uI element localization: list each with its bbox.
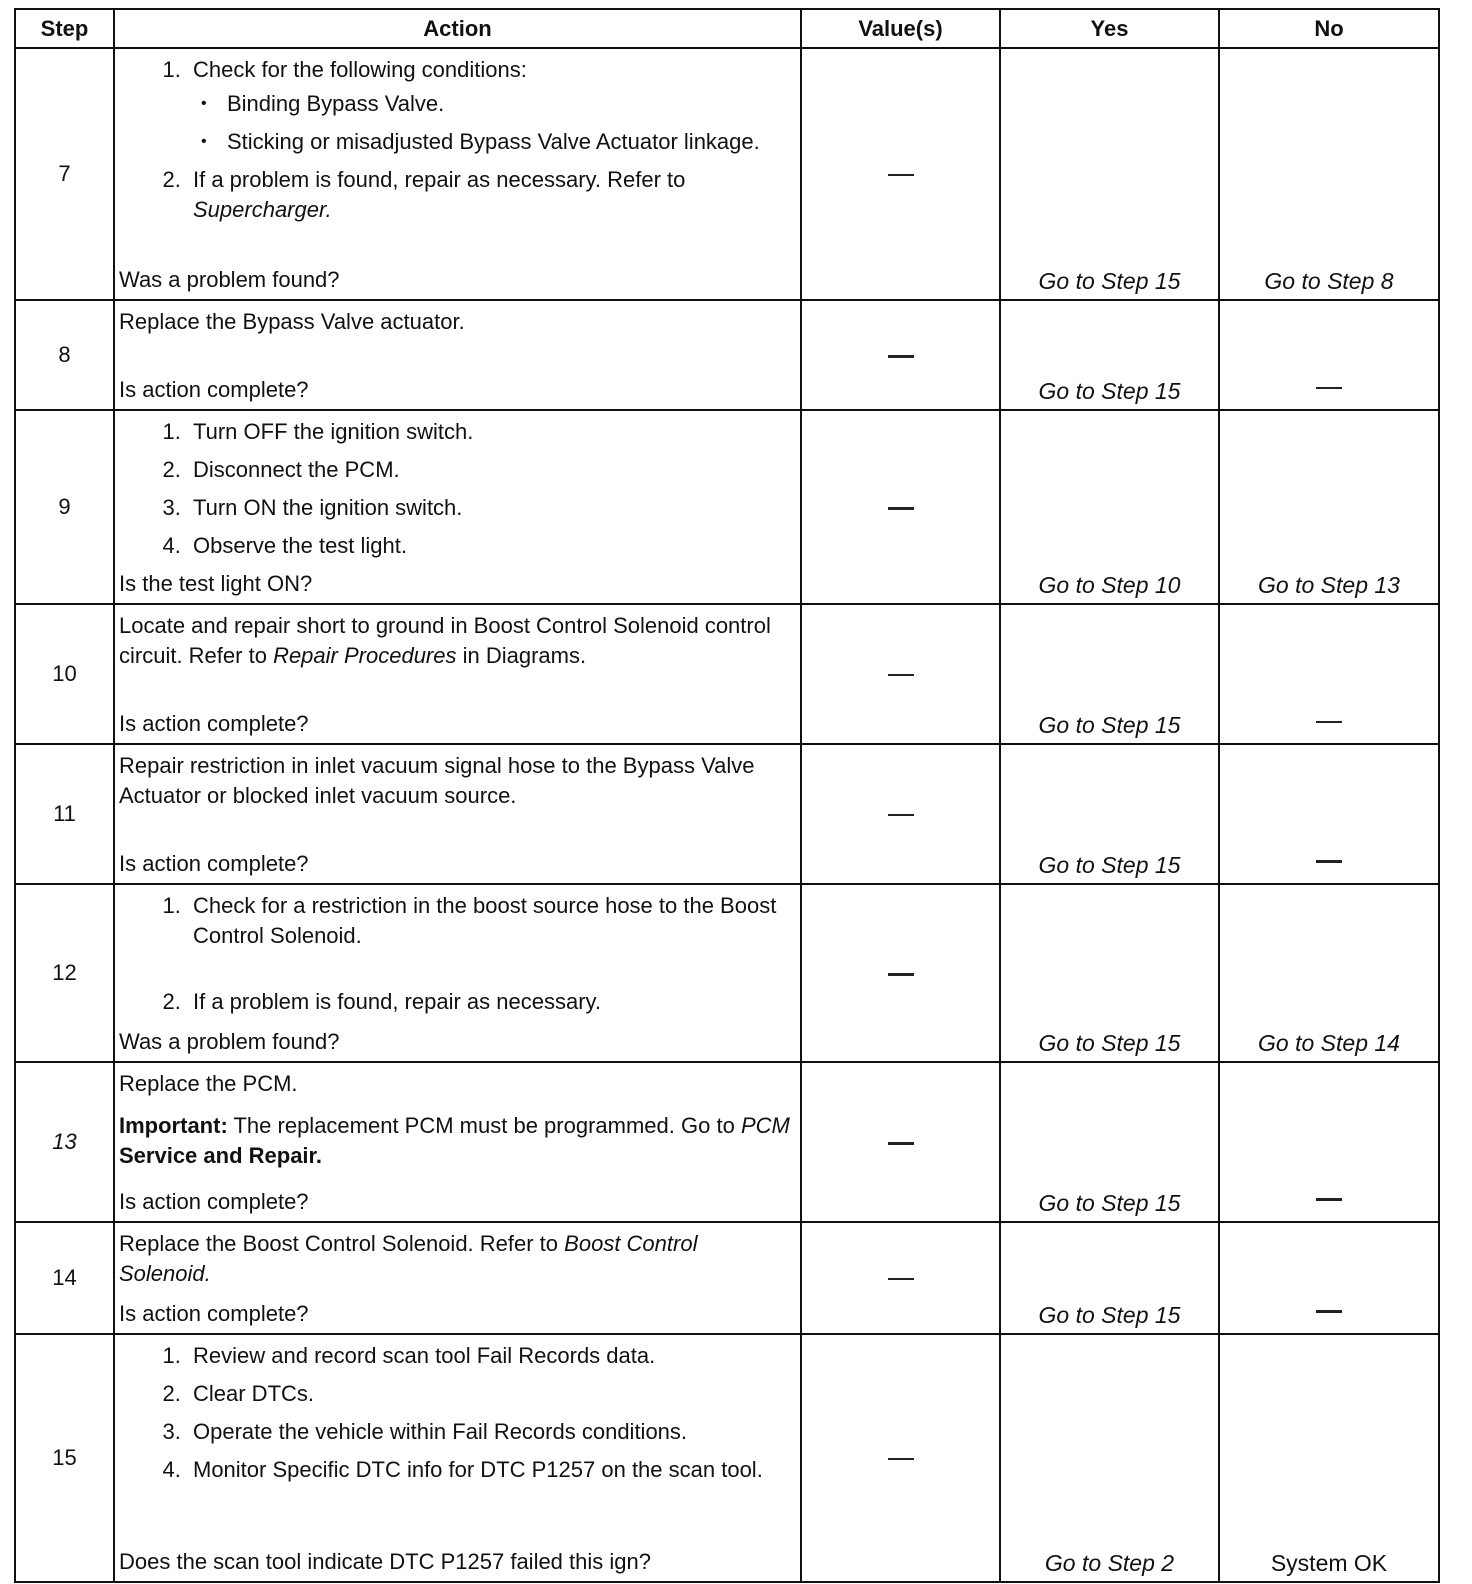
yes-cell: Go to Step 10: [1000, 410, 1219, 604]
no-cell: [1219, 604, 1439, 744]
table-row-step-9: [15, 410, 1439, 604]
step-number: 15: [15, 1334, 114, 1582]
action-item: 4. Monitor Specific DTC info for DTC P1257 on the scan tool.: [187, 1455, 794, 1485]
yes-cell: Go to Step 15: [1000, 884, 1219, 1062]
action-cell: [114, 1222, 801, 1334]
question-text: Is action complete?: [119, 1189, 309, 1214]
table-row-step-12: [15, 884, 1439, 1062]
action-text-part: in Diagrams.: [462, 643, 587, 668]
action-item: 2. Disconnect the PCM.: [187, 455, 794, 485]
action-cell: [114, 1062, 801, 1222]
dash-mark: [888, 355, 914, 358]
header-no: No: [1219, 9, 1439, 48]
no-cell: [1219, 744, 1439, 884]
action-item: 1. Check for a restriction in the boost source hose to the Boost Control Solenoid.: [187, 891, 794, 951]
bullet-item: • Binding Bypass Valve.: [223, 89, 794, 119]
dash-mark: [1316, 721, 1342, 723]
action-text: If a problem is found, repair as necessary. Refer to: [193, 167, 686, 192]
value-cell: [801, 604, 1000, 744]
dash-mark: [1316, 860, 1342, 863]
header-yes: Yes: [1000, 9, 1219, 48]
dash-mark: [888, 174, 914, 176]
action-cell: [114, 744, 801, 884]
header-values: Value(s): [801, 9, 1000, 48]
value-cell: [801, 1222, 1000, 1334]
dash-mark: [888, 973, 914, 976]
question-text: Is action complete?: [119, 377, 309, 402]
dash-mark: [1316, 1198, 1342, 1201]
dash-mark: [888, 674, 914, 676]
no-cell: [1219, 300, 1439, 410]
dash-mark: [888, 1278, 914, 1280]
table-row-step-15: [15, 1334, 1439, 1582]
important-label: Important:: [119, 1113, 228, 1138]
yes-cell: Go to Step 15: [1000, 48, 1219, 300]
action-cell: [114, 410, 801, 604]
action-item: [187, 165, 794, 225]
value-cell: [801, 744, 1000, 884]
action-item: 4. Observe the test light.: [187, 531, 794, 561]
action-cell: [114, 1334, 801, 1582]
yes-cell: Go to Step 15: [1000, 744, 1219, 884]
reference-link: Boost Control Solenoid.: [119, 1231, 698, 1286]
dash-mark: [888, 507, 914, 510]
step-number: 11: [15, 744, 114, 884]
value-cell: [801, 884, 1000, 1062]
question-text: Is the test light ON?: [119, 571, 313, 596]
table-row-step-14: [15, 1222, 1439, 1334]
question-text: Was a problem found?: [119, 1029, 340, 1054]
yes-cell: Go to Step 15: [1000, 604, 1219, 744]
question-text: Does the scan tool indicate DTC P1257 failed this ign?: [119, 1549, 651, 1574]
action-text-part: Locate and repair short to ground in Boost Control Solenoid control circuit. Refer to: [119, 613, 771, 668]
yes-cell: Go to Step 15: [1000, 300, 1219, 410]
action-item: 1. Review and record scan tool Fail Records data.: [187, 1341, 794, 1371]
reference-bold: Service and Repair.: [119, 1143, 322, 1168]
step-number: 13: [15, 1062, 114, 1222]
value-cell: [801, 1062, 1000, 1222]
reference-link: PCM: [740, 1113, 790, 1138]
no-cell: Go to Step 14: [1219, 884, 1439, 1062]
action-text: Check for the following conditions:: [193, 57, 527, 82]
step-number: 9: [15, 410, 114, 604]
step-number: 14: [15, 1222, 114, 1334]
dash-mark: [1316, 387, 1342, 389]
header-action: Action: [114, 9, 801, 48]
table-row-step-13: [15, 1062, 1439, 1222]
action-cell: [114, 884, 801, 1062]
header-step: Step: [15, 9, 114, 48]
reference-link: Supercharger.: [193, 197, 332, 222]
action-text: [119, 611, 794, 671]
important-text: The replacement PCM must be programmed. Go to: [233, 1113, 735, 1138]
dash-mark: [888, 1142, 914, 1145]
action-cell: [114, 300, 801, 410]
step-number: 7: [15, 48, 114, 300]
question-text: Is action complete?: [119, 1301, 309, 1326]
no-cell: Go to Step 8: [1219, 48, 1439, 300]
question-text: Was a problem found?: [119, 267, 340, 292]
no-cell: [1219, 1222, 1439, 1334]
action-item: [187, 55, 794, 157]
yes-cell: Go to Step 15: [1000, 1222, 1219, 1334]
action-cell: [114, 604, 801, 744]
value-cell: [801, 410, 1000, 604]
action-text: Repair restriction in inlet vacuum signal hose to the Bypass Valve Actuator or blocked inlet vacuum source.: [119, 753, 755, 808]
action-item: 3. Operate the vehicle within Fail Records conditions.: [187, 1417, 794, 1447]
table-row-step-10: [15, 604, 1439, 744]
no-cell: System OK: [1219, 1334, 1439, 1582]
action-item: 2. If a problem is found, repair as necessary.: [187, 987, 794, 1017]
action-text-part: Replace the Boost Control Solenoid. Refer to: [119, 1231, 559, 1256]
value-cell: [801, 1334, 1000, 1582]
question-text: Is action complete?: [119, 711, 309, 736]
yes-cell: Go to Step 2: [1000, 1334, 1219, 1582]
action-item: 2. Clear DTCs.: [187, 1379, 794, 1409]
yes-cell: Go to Step 15: [1000, 1062, 1219, 1222]
step-number: 8: [15, 300, 114, 410]
action-text: Replace the PCM.: [119, 1071, 298, 1096]
bullet-item: • Sticking or misadjusted Bypass Valve Actuator linkage.: [223, 127, 794, 157]
table-row-step-11: [15, 744, 1439, 884]
diagnostic-table: [14, 8, 1440, 1583]
table-row-step-7: [15, 48, 1439, 300]
action-text: [119, 1229, 794, 1289]
value-cell: [801, 48, 1000, 300]
no-cell: Go to Step 13: [1219, 410, 1439, 604]
action-item: 3. Turn ON the ignition switch.: [187, 493, 794, 523]
step-number: 10: [15, 604, 114, 744]
table-row-step-8: [15, 300, 1439, 410]
action-item: 1. Turn OFF the ignition switch.: [187, 417, 794, 447]
header-row: [15, 9, 1439, 48]
dash-mark: [1316, 1310, 1342, 1313]
action-cell: [114, 48, 801, 300]
action-text: Replace the Bypass Valve actuator.: [119, 309, 465, 334]
no-cell: [1219, 1062, 1439, 1222]
question-text: Is action complete?: [119, 851, 309, 876]
value-cell: [801, 300, 1000, 410]
reference-link: Repair Procedures: [273, 643, 457, 668]
important-note: [119, 1111, 794, 1171]
dash-mark: [888, 814, 914, 816]
dash-mark: [888, 1458, 914, 1460]
step-number: 12: [15, 884, 114, 1062]
